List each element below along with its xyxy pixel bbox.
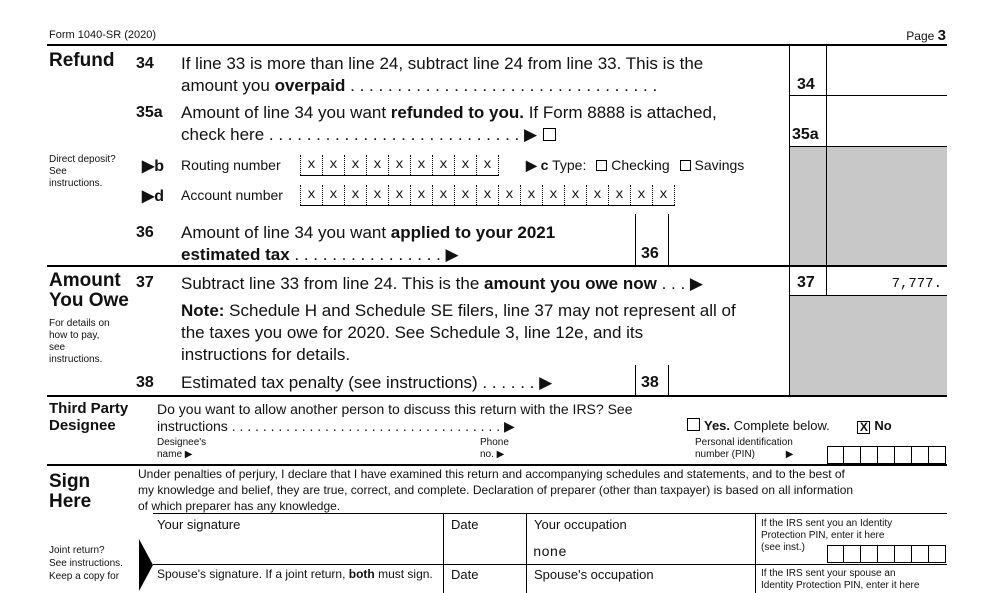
- shade-note: [789, 295, 947, 395]
- line-35a-text-a: Amount of line 34 you want refunded to you. If Form 8888 is attached,: [181, 103, 717, 122]
- row37-bottom: [789, 295, 947, 296]
- routing-digit[interactable]: x: [366, 155, 388, 175]
- routing-digit[interactable]: x: [432, 155, 454, 175]
- line-38-box-left: [635, 365, 636, 395]
- account-digit[interactable]: x: [608, 185, 630, 205]
- account-digit[interactable]: x: [410, 185, 432, 205]
- page-number: Page 3: [906, 27, 946, 44]
- line-38-box: 38: [641, 374, 659, 391]
- line-36-box-left: [635, 214, 636, 265]
- line-35a-num: 35a: [136, 104, 163, 121]
- line-38-box-right: [668, 365, 669, 395]
- spouse-date-label: Date: [451, 567, 479, 582]
- sign-arrow-icon: [139, 539, 153, 591]
- date-label: Date: [451, 517, 479, 532]
- account-digit[interactable]: x: [542, 185, 564, 205]
- sign-col-ippin: [755, 513, 756, 593]
- sign-mid-rule: [153, 564, 947, 565]
- designee-phone-label: Phone no. ▶: [480, 437, 509, 460]
- occupation-value[interactable]: none: [533, 545, 567, 561]
- designee-pin-field[interactable]: [827, 446, 946, 464]
- routing-digit[interactable]: x: [388, 155, 410, 175]
- sign-top-rule: [153, 513, 947, 514]
- account-digit[interactable]: x: [652, 185, 675, 205]
- account-digit[interactable]: x: [388, 185, 410, 205]
- spouse-occupation-label: Spouse's occupation: [534, 567, 654, 582]
- routing-digit[interactable]: x: [322, 155, 344, 175]
- ippin-field[interactable]: [827, 545, 946, 563]
- designee-yes-checkbox[interactable]: [687, 418, 700, 431]
- line-35a-box: 35a: [792, 126, 819, 143]
- your-signature-label: Your signature: [157, 517, 241, 532]
- account-digit[interactable]: x: [300, 185, 322, 205]
- routing-label: Routing number: [181, 157, 281, 173]
- savings-checkbox[interactable]: [680, 160, 691, 171]
- line-35d-num: ▶d: [142, 188, 165, 205]
- line-34-box: 34: [797, 76, 815, 93]
- line-37-note: Note: Schedule H and Schedule SE filers, line 37 may not represent all of the taxes you owe for 2020. See Schedule 3, line 12e, and its instructions for details.: [181, 301, 736, 364]
- refund-bottom-rule: [47, 265, 947, 267]
- routing-digit[interactable]: x: [476, 155, 499, 175]
- account-digit[interactable]: x: [498, 185, 520, 205]
- row35a-bottom: [789, 146, 947, 147]
- account-digit[interactable]: x: [454, 185, 476, 205]
- perjury-statement: Under penalties of perjury, I declare that I have examined this return and accompanying schedules and statements, and to the best of my knowledge and belief, they are true, correct, and complete. Declaration of preparer (other than taxpayer) is based on all information of which preparer has any knowledge.: [138, 467, 854, 513]
- line-34-num: 34: [136, 55, 154, 72]
- line-38-num: 38: [136, 374, 154, 391]
- line-36-text-a: Amount of line 34 you want applied to your 2021: [181, 223, 556, 242]
- refund-title: Refund: [49, 50, 115, 71]
- line-38-text: Estimated tax penalty (see instructions) . . . . . . ▶: [181, 373, 553, 392]
- account-digit[interactable]: x: [344, 185, 366, 205]
- designee-pin-label: Personal identification number (PIN) ▶: [695, 437, 794, 460]
- line-36-box-right: [668, 214, 669, 265]
- shade-35b-col: [789, 147, 826, 265]
- col-line-right: [826, 46, 827, 295]
- account-digit[interactable]: x: [476, 185, 498, 205]
- routing-digit[interactable]: x: [410, 155, 432, 175]
- account-digit[interactable]: x: [520, 185, 542, 205]
- sign-title: Sign Here: [49, 471, 92, 512]
- owe-note: For details on how to pay, see instructions.: [49, 318, 110, 365]
- occupation-label: Your occupation: [534, 517, 627, 532]
- routing-digit[interactable]: x: [300, 155, 322, 175]
- sign-col-occupation: [526, 513, 527, 593]
- account-label: Account number: [181, 187, 283, 203]
- line-34-text-b: amount you overpaid . . . . . . . . . . . . . . . . . . . . . . . . . . . . . . . . .: [181, 76, 658, 95]
- row34-bottom: [789, 95, 947, 96]
- line-35a-text-b: check here . . . . . . . . . . . . . . . . . . . . . . . . . . . ▶: [181, 125, 560, 145]
- direct-deposit-note: Direct deposit? See instructions.: [49, 154, 116, 189]
- form-8888-checkbox[interactable]: [543, 128, 556, 141]
- account-digit[interactable]: x: [564, 185, 586, 205]
- col-line-left: [789, 46, 790, 395]
- ippin-label: If the IRS sent you an Identity Protection PIN, enter it here (see inst.): [761, 518, 893, 553]
- spouse-ippin-label: If the IRS sent your spouse an Identity Protection PIN, enter it here: [761, 568, 920, 591]
- your-signature-field[interactable]: [153, 532, 441, 562]
- designee-title: Third Party Designee: [49, 400, 129, 434]
- sign-col-date: [443, 513, 444, 593]
- owe-title: Amount You Owe: [49, 270, 129, 311]
- routing-digit[interactable]: x: [344, 155, 366, 175]
- checking-checkbox[interactable]: [596, 160, 607, 171]
- designee-no-checkbox[interactable]: X: [857, 421, 870, 434]
- line-37-amount[interactable]: 7,777.: [891, 276, 942, 292]
- line-36-box: 36: [641, 245, 659, 262]
- line-36-text-b: estimated tax . . . . . . . . . . . . . . . . ▶: [181, 245, 459, 264]
- routing-digit[interactable]: x: [454, 155, 476, 175]
- line-37-num: 37: [136, 274, 154, 291]
- account-digit[interactable]: x: [322, 185, 344, 205]
- routing-number-field[interactable]: [300, 155, 499, 176]
- account-digit[interactable]: x: [366, 185, 388, 205]
- account-digit[interactable]: x: [432, 185, 454, 205]
- spouse-signature-label: Spouse's signature. If a joint return, both must sign.: [157, 567, 433, 581]
- designee-answer: Yes. Complete below. X No: [681, 418, 892, 434]
- header-rule: [47, 44, 947, 46]
- account-type: ▶ c Type: Checking Savings: [526, 157, 745, 173]
- joint-return-note: Joint return? See instructions. Keep a copy for: [49, 545, 123, 582]
- account-digit[interactable]: x: [586, 185, 608, 205]
- line-34-text-a: If line 33 is more than line 24, subtract line 24 from line 33. This is the: [181, 54, 704, 73]
- account-digit[interactable]: x: [630, 185, 652, 205]
- line-37-text: Subtract line 33 from line 24. This is the amount you owe now . . . ▶: [181, 274, 704, 293]
- line-37-box: 37: [797, 274, 815, 291]
- designee-name-label: Designee's name ▶: [157, 437, 207, 460]
- owe-bottom-rule: [47, 395, 947, 397]
- line-36-num: 36: [136, 224, 154, 241]
- line-35b-num: ▶b: [142, 158, 165, 175]
- designee-question: Do you want to allow another person to discuss this return with the IRS? See instructions . . . . . . . . . . . . . . . . . . . . . . . . . . . . . . . . . . . ▶: [157, 401, 633, 434]
- account-number-field[interactable]: [300, 185, 675, 206]
- form-id: Form 1040-SR (2020): [49, 29, 156, 41]
- shade-35b-amt: [826, 147, 947, 265]
